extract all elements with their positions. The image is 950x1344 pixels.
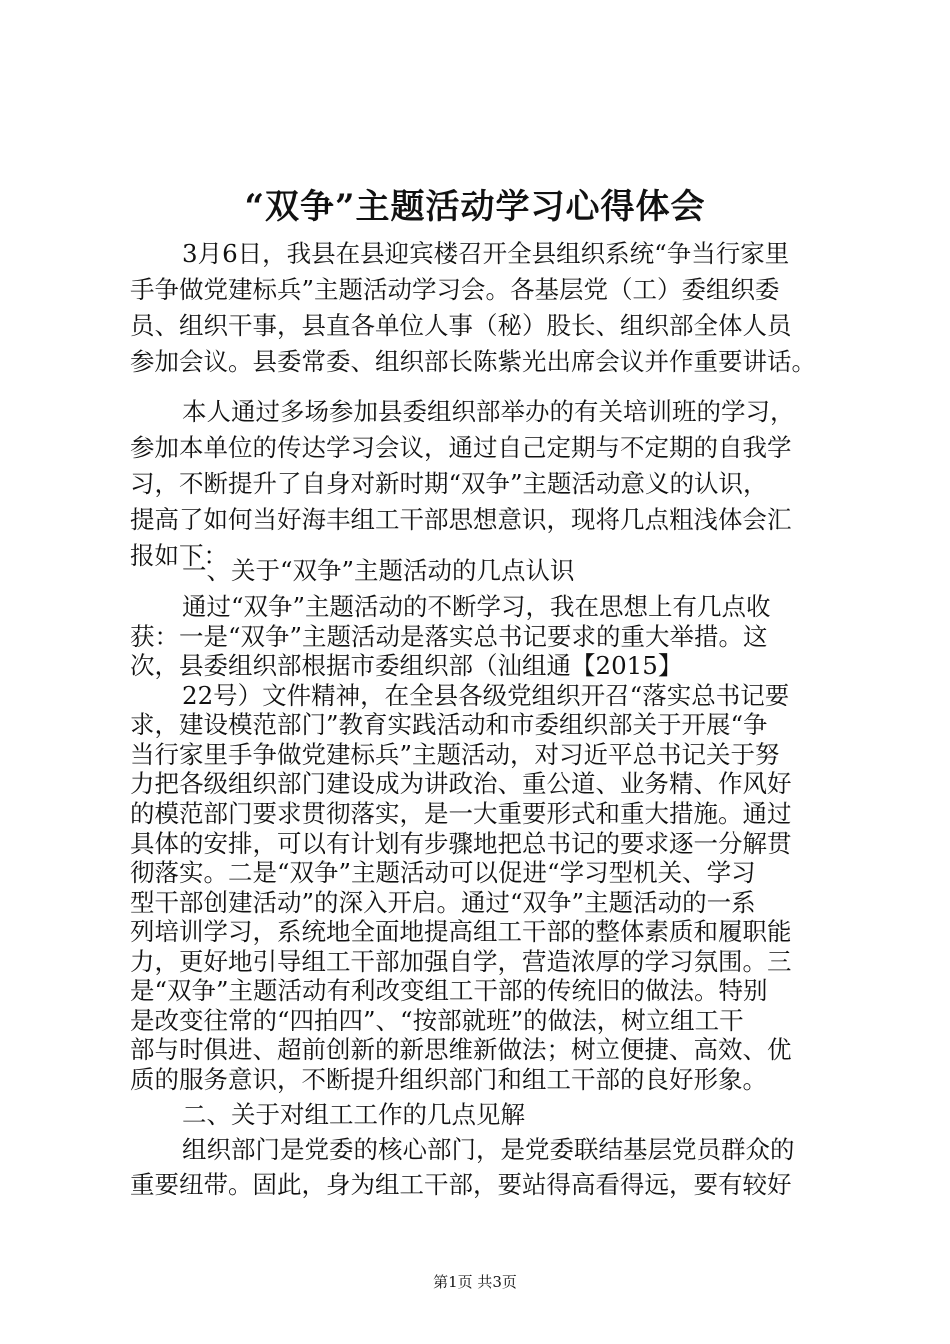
paragraph-line: 力把各级组织部门建设成为讲政治、重公道、业务精、作风好 bbox=[130, 769, 792, 798]
page-footer: 第1页 共3页 bbox=[433, 1273, 517, 1291]
paragraph-line: 具体的安排，可以有计划有步骤地把总书记的要求逐一分解贯 bbox=[130, 829, 792, 858]
paragraph-line: 是改变往常的“四拍四”、“按部就班”的做法，树立组工干 bbox=[130, 1006, 744, 1035]
section-heading: 一、关于“双争”主题活动的几点认识 bbox=[182, 556, 575, 585]
paragraph-line: 3月6日，我县在县迎宾楼召开全县组织系统“争当行家里 bbox=[182, 239, 790, 268]
paragraph-line: 列培训学习，系统地全面地提高组工干部的整体素质和履职能 bbox=[130, 917, 792, 946]
paragraph-line: 获：一是“双争”主题活动是落实总书记要求的重大举措。这 bbox=[130, 622, 768, 651]
paragraph-line: 报如下： bbox=[130, 541, 228, 570]
paragraph-line: 提高了如何当好海丰组工干部思想意识，现将几点粗浅体会汇 bbox=[130, 505, 792, 534]
paragraph-line: 通过“双争”主题活动的不断学习，我在思想上有几点收 bbox=[182, 592, 771, 621]
paragraph-line: 彻落实。二是“双争”主题活动可以促进“学习型机关、学习 bbox=[130, 858, 756, 887]
paragraph-line: 质的服务意识，不断提升组织部门和组工干部的良好形象。 bbox=[130, 1065, 767, 1094]
paragraph-line: 重要纽带。固此，身为组工干部，要站得高看得远，要有较好 bbox=[130, 1170, 792, 1199]
document-title: “双争”主题活动学习心得体会 bbox=[244, 187, 706, 227]
paragraph-line: 本人通过多场参加县委组织部举办的有关培训班的学习， bbox=[182, 397, 795, 426]
paragraph-line: 部与时俱进、超前创新的新思维新做法；树立便捷、高效、优 bbox=[130, 1035, 792, 1064]
paragraph-line: 习，不断提升了自身对新时期“双争”主题活动意义的认识， bbox=[130, 469, 768, 498]
paragraph-line: 手争做党建标兵”主题活动学习会。各基层党（工）委组织委 bbox=[130, 275, 780, 304]
paragraph-line: 型干部创建活动”的深入开启。通过“双争”主题活动的一系 bbox=[130, 888, 756, 917]
paragraph-line: 参加本单位的传达学习会议，通过自己定期与不定期的自我学 bbox=[130, 433, 792, 462]
paragraph-line: 是“双争”主题活动有利改变组工干部的传统旧的做法。特别 bbox=[130, 976, 768, 1005]
paragraph-line: 求，建设模范部门”教育实践活动和市委组织部关于开展“争 bbox=[130, 710, 768, 739]
paragraph-line: 员、组织干事，县直各单位人事（秘）股长、组织部全体人员 bbox=[130, 311, 792, 340]
paragraph-line: 组织部门是党委的核心部门，是党委联结基层党员群众的 bbox=[182, 1135, 795, 1164]
paragraph-line: 22号）文件精神，在全县各级党组织开召“落实总书记要 bbox=[182, 681, 790, 710]
paragraph-line: 次，县委组织部根据市委组织部（汕组通【2015】 bbox=[130, 651, 683, 680]
section-heading: 二、关于对组工工作的几点见解 bbox=[182, 1100, 525, 1129]
paragraph-line: 参加会议。县委常委、组织部长陈紫光出席会议并作重要讲话。 bbox=[130, 347, 816, 376]
paragraph-line: 当行家里手争做党建标兵”主题活动，对习近平总书记关于努 bbox=[130, 740, 780, 769]
paragraph-line: 的模范部门要求贯彻落实，是一大重要形式和重大措施。通过 bbox=[130, 799, 792, 828]
paragraph-line: 力，更好地引导组工干部加强自学，营造浓厚的学习氛围。三 bbox=[130, 947, 792, 976]
